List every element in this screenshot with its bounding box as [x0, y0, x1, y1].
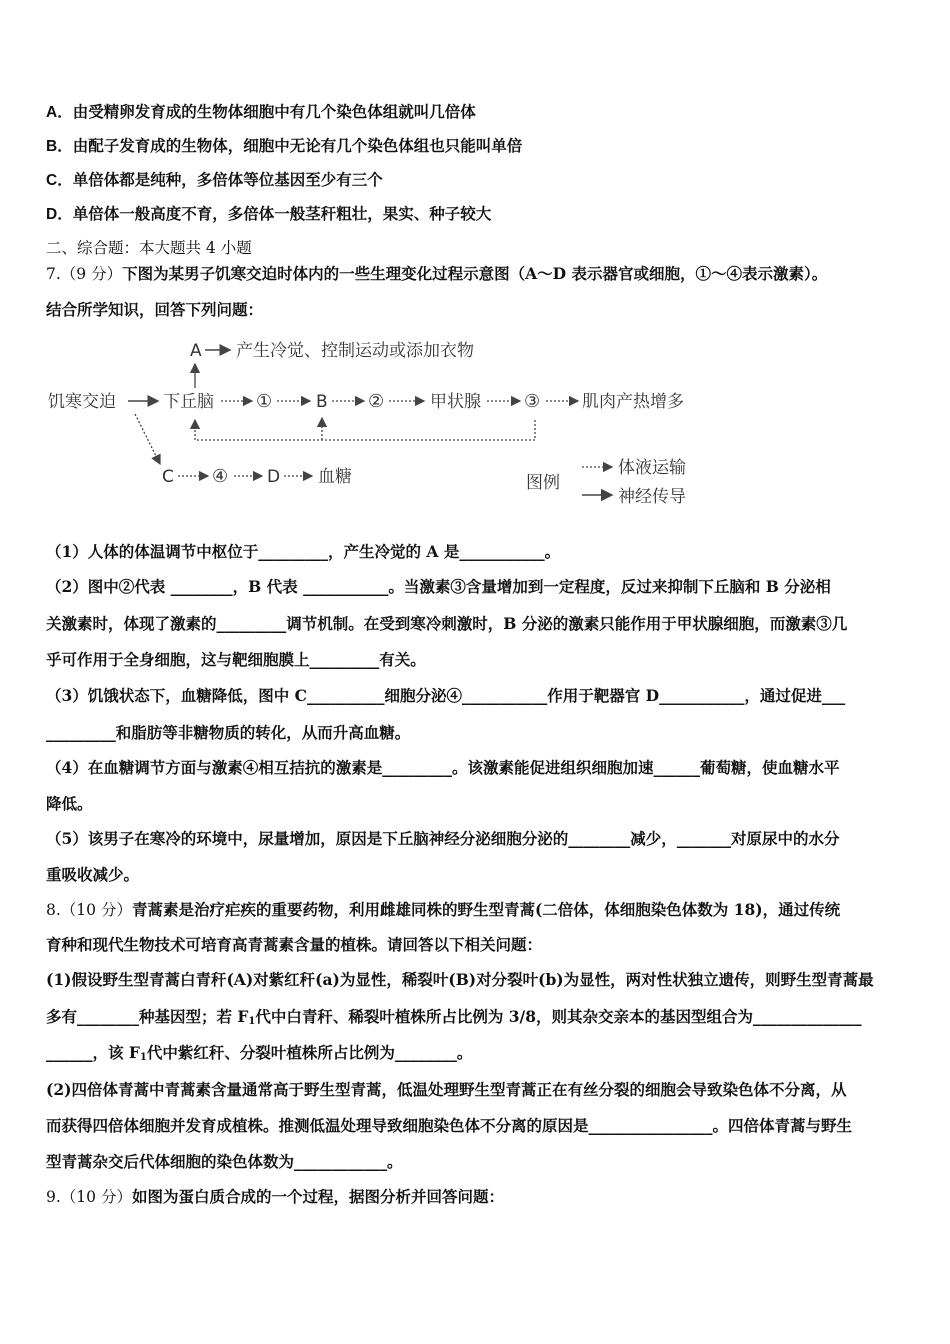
- legend-title: 图例: [526, 473, 560, 493]
- a-result-text: 产生冷觉、控制运动或添加衣物: [236, 341, 474, 361]
- q7-diagram: [40, 330, 720, 520]
- node-h4: ④: [212, 466, 229, 487]
- q7-part5-line2: 重吸收减少。: [46, 865, 140, 884]
- feedback-loop: [195, 420, 535, 440]
- node-glucose: 血糖: [318, 467, 352, 487]
- q8-stem-line1: 8.（10 分）青蒿素是治疗疟疾的重要药物，利用雌雄同株的野生型青蒿(二倍体，体细胞染色体数为 18)，通过传统: [46, 900, 841, 919]
- node-b: B: [316, 392, 328, 412]
- node-c: C: [162, 467, 174, 487]
- node-thyroid: 甲状腺: [430, 392, 481, 412]
- q8-part1-line2: 多有________种基因型；若 $F_1$代中白青秆、稀裂叶植株所占比例为 3/8，则其杂交亲本的基因型组合为______________: [46, 1007, 862, 1027]
- q7-part4-line2: 降低。: [46, 794, 93, 813]
- q7-part4-line1: （4）在血糖调节方面与激素④相互拮抗的激素是_________。该激素能促进组织细胞加速______葡萄糖，使血糖水平: [46, 758, 840, 777]
- q7-part5-line1: （5）该男子在寒冷的环境中，尿量增加，原因是下丘脑神经分泌细胞分泌的________减少，_______对原尿中的水分: [46, 829, 840, 848]
- legend-fluid-text: 体液运输: [618, 458, 686, 478]
- node-h3: ③: [524, 391, 541, 412]
- node-h2: ②: [368, 391, 385, 412]
- q8-part2-line2: 而获得四倍体细胞并发育成植株。推测低温处理导致细胞染色体不分离的原因是________________。四倍体青蒿与野生: [46, 1116, 853, 1135]
- q8-part1-line1: (1)假设野生型青蒿白青秆(A)对紫红秆(a)为显性，稀裂叶(B)对分裂叶(b)为显性，两对性状独立遗传，则野生型青蒿最: [46, 970, 874, 989]
- arrow-start-c: [135, 414, 160, 464]
- q7-stem-line1: 7.（9 分）下图为某男子饥寒交迫时体内的一些生理变化过程示意图（A～D 表示器官或细胞，①～④表示激素）。: [46, 264, 828, 283]
- q8-stem-line2: 育种和现代生物技术可培育高青蒿素含量的植株。请回答以下相关问题：: [46, 935, 543, 954]
- node-start: 饥寒交迫: [48, 392, 116, 412]
- legend-nerve-text: 神经传导: [618, 487, 686, 507]
- q7-part3-line1: （3）饥饿状态下，血糖降低，图中 C__________细胞分泌④___________作用于靶器官 D___________，通过促进___: [46, 686, 846, 705]
- node-d: D: [267, 467, 281, 487]
- section-title: 二、综合题：本大题共 4 小题: [46, 239, 252, 257]
- q8-part2-line3: 型青蒿杂交后代体细胞的染色体数为____________。: [46, 1152, 403, 1171]
- q7-part3-line2: _________和脂肪等非糖物质的转化，从而升高血糖。: [46, 723, 411, 742]
- option-a: A．由受精卵发育成的生物体细胞中有几个染色体组就叫几倍体: [46, 102, 476, 121]
- q8-part1-line3: ______，该 $F_1$代中紫红秆、分裂叶植株所占比例为________。: [46, 1043, 473, 1063]
- node-muscle: 肌肉产热增多: [582, 392, 684, 412]
- q9-stem: 9.（10 分）如图为蛋白质合成的一个过程，据图分析并回答问题：: [46, 1187, 504, 1206]
- q8-part2-line1: (2)四倍体青蒿中青蒿素含量通常高于野生型青蒿，低温处理野生型青蒿正在有丝分裂的细胞会导致染色体不分离，从: [46, 1080, 847, 1099]
- q7-part2-line1: （2）图中②代表 ________，B 代表 ___________。当激素③含量增加到一定程度，反过来抑制下丘脑和 B 分泌相: [46, 577, 831, 596]
- node-hypothalamus: 下丘脑: [163, 392, 214, 412]
- node-a: A: [190, 341, 202, 361]
- q7-part2-line2: 关激素时，体现了激素的_________调节机制。在受到寒冷刺激时，B 分泌的激素只能作用于甲状腺细胞，而激素③几: [46, 614, 848, 633]
- node-h1: ①: [256, 391, 273, 412]
- q7-part1: （1）人体的体温调节中枢位于_________，产生冷觉的 A 是___________。: [46, 542, 561, 561]
- q7-part2-line3: 乎可作用于全身细胞，这与靶细胞膜上_________有关。: [46, 650, 426, 669]
- option-c: C．单倍体都是纯种，多倍体等位基因至少有三个: [46, 170, 383, 189]
- option-d: D．单倍体一般高度不育，多倍体一般茎秆粗壮，果实、种子较大: [46, 204, 492, 223]
- option-b: B．由配子发育成的生物体，细胞中无论有几个染色体组也只能叫单倍: [46, 136, 523, 155]
- q7-stem-line2: 结合所学知识，回答下列问题：: [46, 300, 264, 319]
